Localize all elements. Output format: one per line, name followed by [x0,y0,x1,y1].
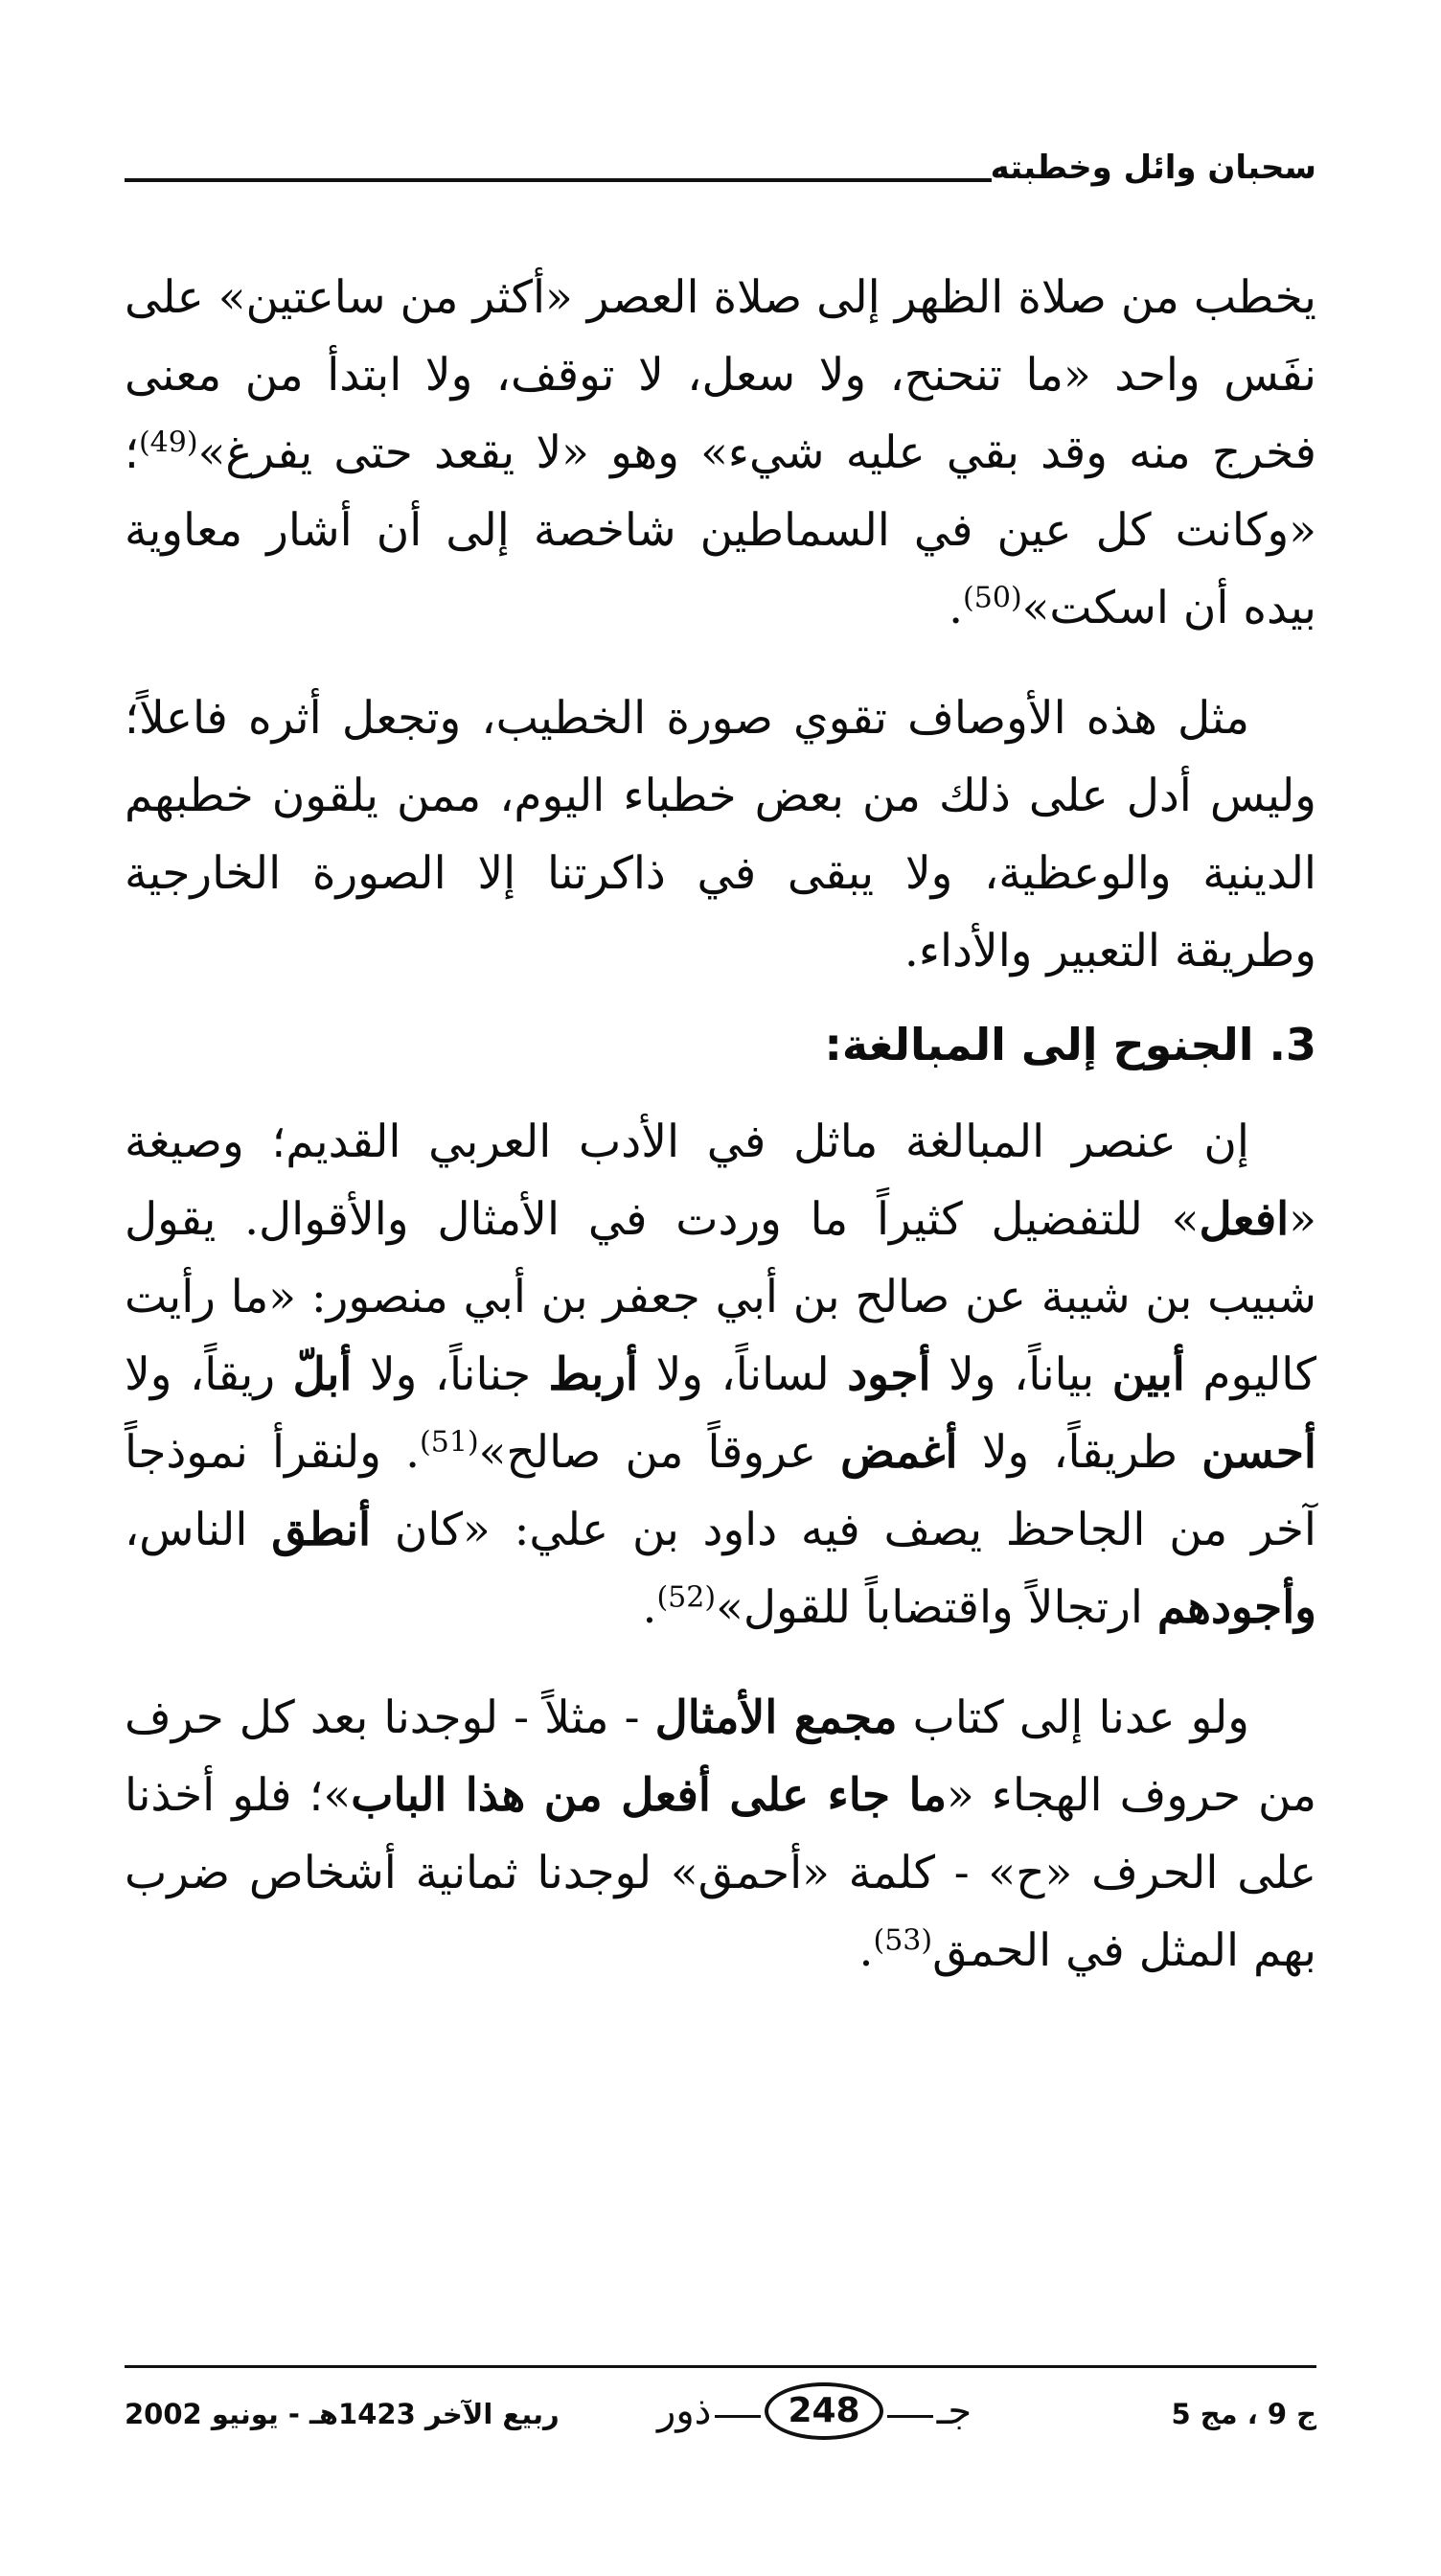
page-number: 248 [765,2382,882,2440]
magazine-name-part-1: جـ [936,2389,972,2433]
page [125,0,1316,2576]
text-run: . [949,582,964,634]
tatweel-line [887,2415,933,2418]
footnote-ref: (53) [873,1923,933,1958]
text-run: ولو عدنا إلى كتاب [897,1691,1249,1744]
bold-term: أجود [847,1348,931,1401]
footer-rule [125,2365,1316,2368]
text-run: ارتجالاً واقتضاباً للقول» [716,1581,1157,1634]
text-run: ريقاً، ولا [125,1348,293,1401]
bold-term: وأجودهم [1156,1581,1316,1634]
footnote-ref: (52) [656,1580,717,1615]
text-run: الناس، [125,1504,272,1556]
magazine-name-part-2: ذور [657,2389,712,2433]
text-run: مثل هذه الأوصاف تقوي صورة الخطيب، وتجعل أثره فاعلاً؛ وليس أدل على ذلك من بعض خطباء اليوم، ممن يلقون خطبهم الدينية والوعظية، ولا يبقى في ذاكرتنا إلا الصورة الخارجية وطريقة التعبير والأداء. [125,692,1316,978]
bold-term: افعل [1199,1193,1290,1246]
footnote-ref: (51) [420,1425,479,1460]
text-run: عروقاً من صالح» [478,1426,841,1479]
bold-term: أبلّ [292,1348,353,1401]
bold-term: مجمع الأمثال [654,1691,898,1744]
header-rule [125,178,992,182]
text-run: يخطب من صلاة الظهر إلى صلاة العصر «أكثر من ساعتين» على نفَس واحد «ما تنحنح، ولا سعل، لا توقف، ولا ابتدأ من معنى فخرج منه وقد بقي عليه شيء» وهو «لا يقعد حتى يفرغ» [125,271,1316,479]
paragraph-2 [125,679,1316,990]
text-run: . [642,1581,657,1634]
page-footer [125,2377,1316,2459]
bold-term: أربط [548,1348,638,1401]
text-run: . ولنقرأ نموذجاً آخر من الجاحظ يصف فيه داود بن علي: «كان [125,1426,1316,1556]
paragraph-4 [125,1679,1316,1990]
running-head: سحبان وائل وخطبته [990,149,1316,187]
section-heading: 3. الجنوح إلى المبالغة: [824,1019,1316,1070]
text-run: بياناً، ولا [930,1348,1112,1401]
footer-volume: ج 9 ، مج 5 [1171,2398,1316,2430]
footer-magazine-name [657,2382,972,2440]
bold-term: أبين [1111,1348,1185,1401]
tatweel-line [715,2415,761,2418]
bold-term: ما جاء على أفعل من هذا الباب [351,1769,948,1822]
bold-term: أغمض [840,1426,958,1479]
paragraph-1 [125,259,1316,647]
text-run: جناناً، ولا [352,1348,549,1401]
paragraph-3 [125,1103,1316,1646]
body-text [125,259,1316,1990]
text-run: ؛ «وكانت كل عين في السماطين شاخصة إلى أن أشار معاوية بيده أن اسكت» [125,426,1316,634]
footnote-ref: (49) [138,426,198,460]
text-run: . [858,1924,874,1977]
footnote-ref: (50) [963,581,1022,615]
text-run: إن عنصر المبالغة ماثل في الأدب العربي القديم؛ وصيغة « [125,1116,1316,1246]
text-run: لساناً، ولا [637,1348,848,1401]
footer-date: ربيع الآخر 1423هـ - يونيو 2002 [125,2398,560,2430]
text-run: - مثلاً - لوجدنا بعد كل حرف من حروف الهجاء « [125,1691,1317,1822]
text-run: » للتفضيل كثيراً ما وردت في الأمثال والأقوال. يقول شبيب بن شيبة عن صالح بن أبي جعفر بن أبي منصور: «ما رأيت كاليوم [125,1193,1316,1401]
bold-term: أنطق [271,1504,372,1556]
bold-term: أحسن [1201,1426,1316,1479]
text-run: طريقاً، ولا [957,1426,1202,1479]
text-run: »؛ فلو أخذنا على الحرف «ح» - كلمة «أحمق» لوجدنا ثمانية أشخاص ضرب بهم المثل في الحمق [125,1769,1316,1977]
